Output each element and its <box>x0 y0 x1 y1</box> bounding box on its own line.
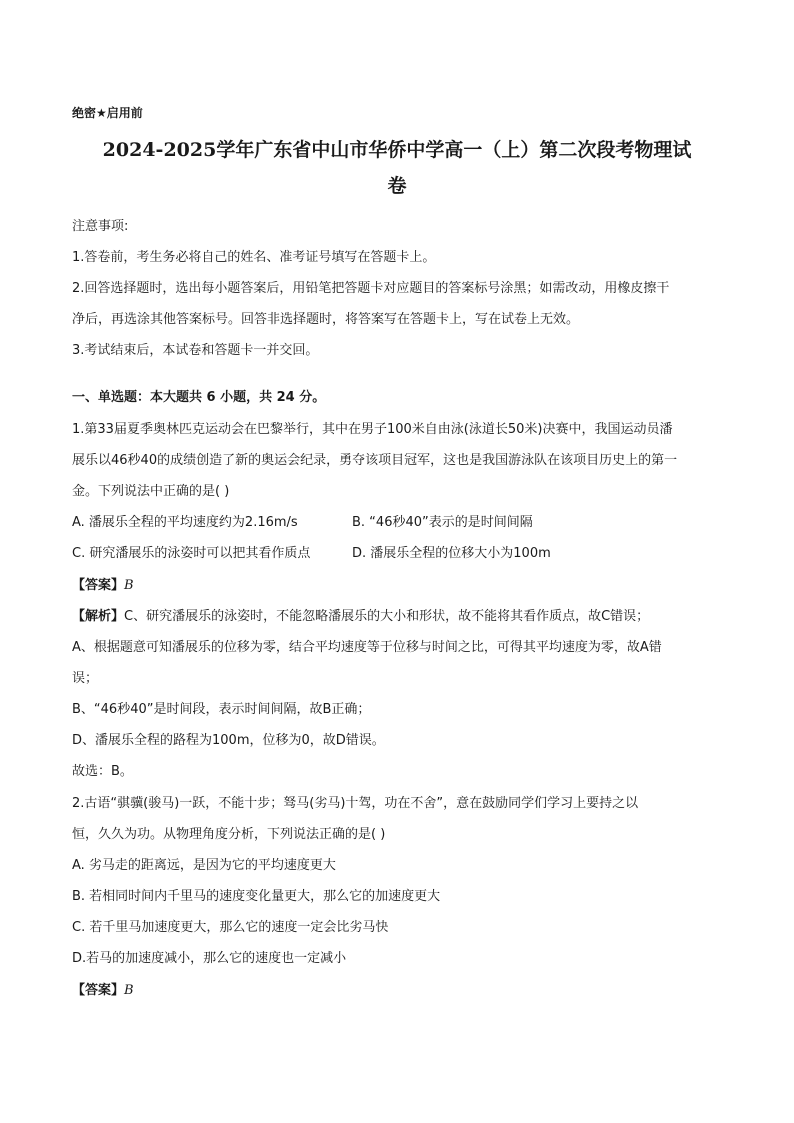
q2-answer <box>72 982 724 1000</box>
q1-stem-line-3: 金。下列说法中正确的是( ) <box>72 484 230 499</box>
q2-option-a: A. 劣马走的距离远，是因为它的平均速度更大 <box>72 858 336 873</box>
section-1-heading: 一、单选题：本大题共 6 小题，共 24 分。 <box>72 390 326 405</box>
exam-title-line-1: 2024-2025学年广东省中山市华侨中学高一（上）第二次段考物理试 <box>102 139 692 161</box>
notice-item-2-line-1: 2.回答选择题时，选出每小题答案后，用铅笔把答题卡对应题目的答案标号涂黑；如需改动，用橡皮擦干 <box>72 281 670 296</box>
notice-item-2-line-2: 净后，再选涂其他答案标号。回答非选择题时，将答案写在答题卡上，写在试卷上无效。 <box>72 312 580 327</box>
q2-answer-tag: 【答案】 <box>72 983 125 998</box>
q1-answer-value: B <box>124 578 134 593</box>
q2-answer-value: B <box>124 983 134 998</box>
exam-title-line-2: 卷 <box>387 175 407 197</box>
q1-analysis-line-1 <box>72 608 724 626</box>
q2-option-b: B. 若相同时间内千里马的速度变化量更大，那么它的加速度更大 <box>72 889 441 904</box>
q1-answer <box>72 577 724 595</box>
q1-analysis-line-5: D、潘展乐全程的路程为100m，位移为0，故D错误。 <box>72 733 385 748</box>
q1-options-row-2 <box>72 545 724 563</box>
q1-option-b: B. “46秒40”表示的是时间间隔 <box>352 515 533 530</box>
q2-option-d: D.若马的加速度减小，那么它的速度也一定减小 <box>72 951 347 966</box>
q1-option-a: A. 潘展乐全程的平均速度约为2.16m/s <box>72 515 298 530</box>
q1-option-c: C. 研究潘展乐的泳姿时可以把其看作质点 <box>72 546 311 561</box>
q1-analysis-text-1: C、研究潘展乐的泳姿时，不能忽略潘展乐的大小和形状，故不能将其看作质点，故C错误； <box>124 609 650 624</box>
q1-options-row-1 <box>72 514 724 532</box>
q1-analysis-line-3: 误； <box>72 671 99 686</box>
q2-stem-line-2: 恒，久久为功。从物理角度分析，下列说法正确的是( ) <box>72 827 386 842</box>
q1-option-d: D. 潘展乐全程的位移大小为100m <box>352 546 551 561</box>
secret-label: 绝密★启用前 <box>72 106 143 120</box>
notice-heading: 注意事项: <box>72 219 129 234</box>
q2-stem-line-1: 2.古语“骐骥(骏马)一跃，不能十步；驽马(劣马)十驾，功在不舍”，意在鼓励同学们学习上要持之以 <box>72 796 639 811</box>
notice-item-3: 3.考试结束后，本试卷和答题卡一并交回。 <box>72 343 319 358</box>
q1-answer-tag: 【答案】 <box>72 578 125 593</box>
q1-analysis-line-4: B、“46秒40”是时间段，表示时间间隔，故B正确； <box>72 702 371 717</box>
q1-stem-line-1: 1.第33届夏季奥林匹克运动会在巴黎举行，其中在男子100米自由泳(泳道长50米)决赛中，我国运动员潘 <box>72 422 673 437</box>
q1-stem-line-2: 展乐以46秒40的成绩创造了新的奥运会纪录，勇夺该项目冠军，这也是我国游泳队在该项目历史上的第一 <box>72 453 678 468</box>
notice-item-1: 1.答卷前，考生务必将自己的姓名、准考证号填写在答题卡上。 <box>72 250 436 265</box>
q1-conclusion: 故选：B。 <box>72 764 133 779</box>
q1-analysis-tag: 【解析】 <box>72 609 125 624</box>
q1-analysis-line-2: A、根据题意可知潘展乐的位移为零，结合平均速度等于位移与时间之比，可得其平均速度为零，故A错 <box>72 640 662 655</box>
q2-option-c: C. 若千里马加速度更大，那么它的速度一定会比劣马快 <box>72 920 389 935</box>
